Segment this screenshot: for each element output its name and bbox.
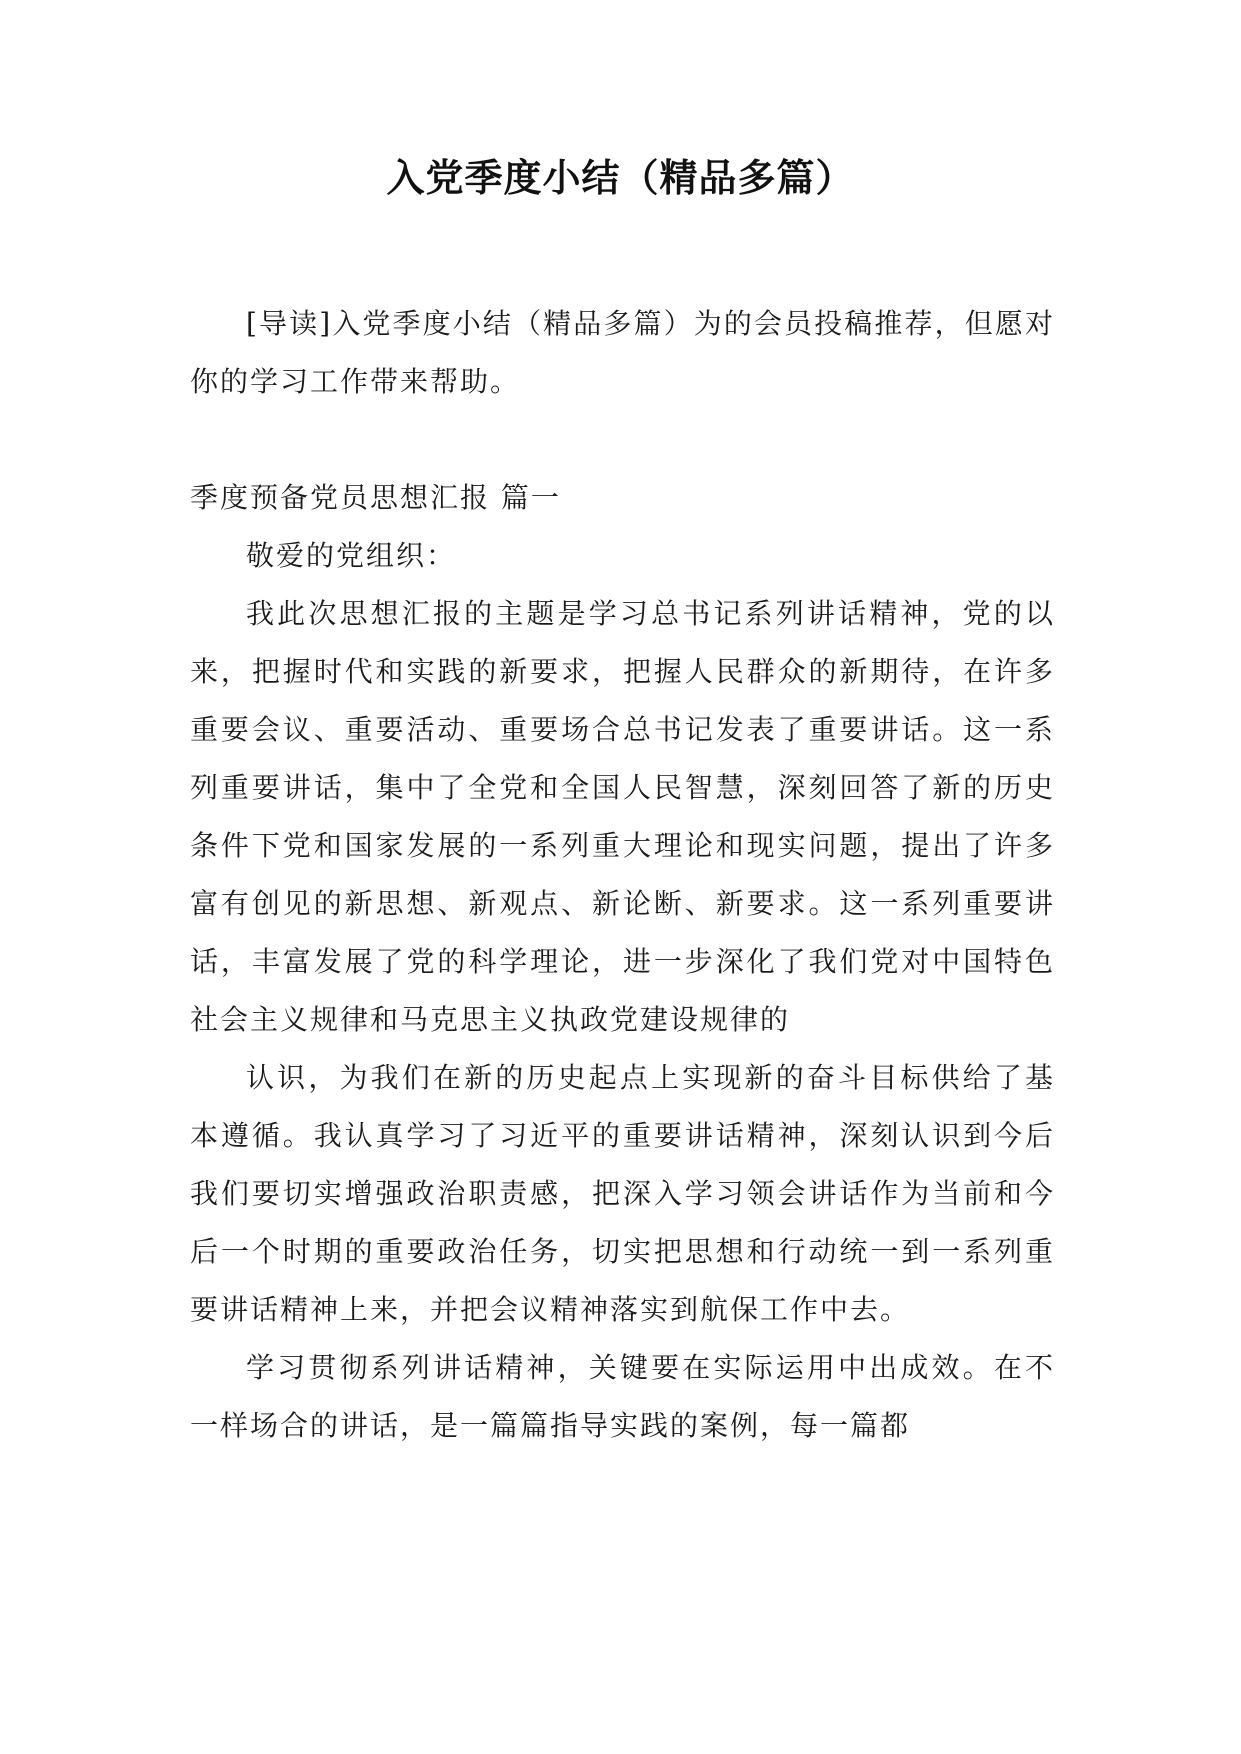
document-title: 入党季度小结（精品多篇） [386,156,855,200]
body-paragraph-1: 我此次思想汇报的主题是学习总书记系列讲话精神，党的以来，把握时代和实践的新要求，把握人民群众的新期待，在许多重要会议、重要活动、重要场合总书记发表了重要讲话。这一系列重要讲话，集中了全党和全国人民智慧，深刻回答了新的历史条件下党和国家发展的一系列重大理论和现实问题，提出了许多富有创见的新思想、新观点、新论断、新要求。这一系列重要讲话，丰富发展了党的科学理论，进一步深化了我们党对中国特色社会主义规律和马克思主义执政党建设规律的 [190,597,1055,1036]
body-paragraph-2: 认识，为我们在新的历史起点上实现新的奋斗目标供给了基本遵循。我认真学习了习近平的重要讲话精神，深刻认识到今后我们要切实增强政治职责感，把深入学习领会讲话作为当前和今后一个时期的重要政治任务，切实把思想和行动统一到一系列重要讲话精神上来，并把会议精神落实到航保工作中去。 [190,1061,1055,1326]
intro-paragraph: [导读]入党季度小结（精品多篇）为的会员投稿推荐，但愿对你的学习工作带来帮助。 [190,307,1055,398]
salutation: 敬爱的党组织： [246,539,457,572]
document-body [190,295,1055,1455]
body-paragraph-3: 学习贯彻系列讲话精神，关键要在实际运用中出成效。在不一样场合的讲话，是一篇篇指导实践的案例，每一篇都 [190,1351,1055,1442]
section-heading: 季度预备党员思想汇报 篇一 [190,481,561,514]
